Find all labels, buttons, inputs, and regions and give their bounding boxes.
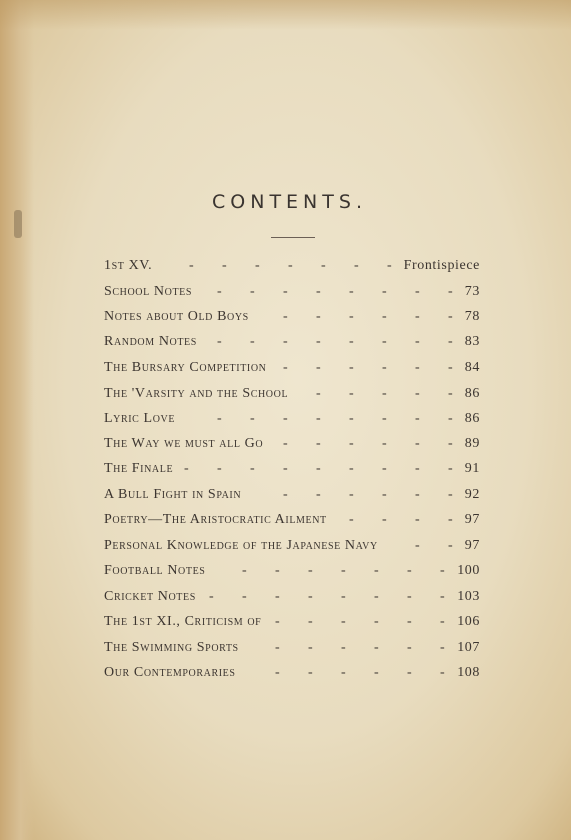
leader-dash: - — [316, 334, 322, 349]
contents-entry — [104, 512, 480, 532]
leader-dash: - — [283, 334, 289, 349]
entry-title: The Bursary Competition — [104, 360, 267, 375]
entry-title: Random Notes — [104, 334, 197, 349]
contents-entry — [104, 411, 480, 431]
entry-page: 103 — [457, 589, 480, 604]
contents-entry — [104, 614, 480, 634]
leader-dash: - — [382, 334, 388, 349]
leader-dash: - — [250, 284, 256, 299]
contents-entry — [104, 538, 480, 558]
leader-dash: - — [374, 614, 380, 629]
leader-dash: - — [341, 589, 347, 604]
leader-dash: - — [316, 411, 322, 426]
leader-dash: - — [349, 436, 355, 451]
leader-dash: - — [448, 284, 454, 299]
leader-dash: - — [382, 461, 388, 476]
entry-title: Lyric Love — [104, 411, 176, 426]
leader-dash: - — [415, 360, 421, 375]
leader-dash: - — [283, 360, 289, 375]
leader-dash: - — [407, 665, 413, 680]
leader-dash: - — [341, 563, 347, 578]
leader-dash: - — [316, 436, 322, 451]
leader-dash: - — [382, 512, 388, 527]
leader-dash: - — [288, 258, 294, 273]
contents-entry — [104, 284, 480, 304]
contents-title: CONTENTS. — [212, 191, 367, 213]
leader-dash: - — [407, 589, 413, 604]
entry-page: 108 — [457, 665, 480, 680]
leader-dash: - — [448, 360, 454, 375]
leader-dash: - — [415, 538, 421, 553]
entry-title: The Finale — [104, 461, 174, 476]
entry-page: 83 — [464, 334, 480, 349]
leader-dash: - — [316, 360, 322, 375]
contents-entry — [104, 258, 480, 278]
leader-dash: - — [283, 487, 289, 502]
entry-page: 97 — [464, 512, 480, 527]
leader-dash: - — [217, 411, 223, 426]
leader-dash: - — [242, 589, 248, 604]
leader-dash: - — [184, 461, 190, 476]
contents-entry — [104, 589, 480, 609]
leader-dash: - — [349, 512, 355, 527]
entry-page: 92 — [464, 487, 480, 502]
leader-dash: - — [316, 386, 322, 401]
entry-page: 100 — [457, 563, 480, 578]
leader-dash: - — [440, 640, 446, 655]
leader-dash: - — [189, 258, 195, 273]
entry-title: Personal Knowledge of the Japanese Navy — [104, 538, 378, 553]
leader-dash: - — [349, 360, 355, 375]
entry-title: The Way we must all Go — [104, 436, 264, 451]
leader-dash: - — [448, 512, 454, 527]
leader-dash: - — [374, 665, 380, 680]
leader-dash: - — [308, 614, 314, 629]
leader-dash: - — [407, 614, 413, 629]
entry-title: The 1st XI., Criticism of — [104, 614, 262, 629]
leader-dash: - — [283, 284, 289, 299]
entry-title: The 'Varsity and the School — [104, 386, 289, 401]
contents-entry — [104, 640, 480, 660]
leader-dash: - — [382, 360, 388, 375]
leader-dash: - — [242, 563, 248, 578]
leader-dash: - — [382, 411, 388, 426]
leader-dash: - — [407, 640, 413, 655]
entry-page: Frontispiece — [403, 258, 480, 273]
leader-dash: - — [349, 334, 355, 349]
leader-dash: - — [382, 284, 388, 299]
entry-page: 107 — [457, 640, 480, 655]
leader-dash: - — [341, 614, 347, 629]
contents-entry — [104, 487, 480, 507]
leader-dash: - — [448, 461, 454, 476]
leader-dash: - — [387, 258, 393, 273]
contents-entry — [104, 386, 480, 406]
leader-dash: - — [415, 309, 421, 324]
entry-page: 106 — [457, 614, 480, 629]
contents-entry — [104, 563, 480, 583]
entry-title: Cricket Notes — [104, 589, 196, 604]
leader-dash: - — [448, 538, 454, 553]
leader-dash: - — [308, 640, 314, 655]
leader-dash: - — [374, 640, 380, 655]
contents-entry — [104, 360, 480, 380]
entry-page: 89 — [464, 436, 480, 451]
leader-dash: - — [341, 640, 347, 655]
contents-entry — [104, 665, 480, 685]
entry-page: 97 — [464, 538, 480, 553]
leader-dash: - — [440, 614, 446, 629]
leader-dash: - — [407, 563, 413, 578]
leader-dash: - — [283, 436, 289, 451]
leader-dash: - — [316, 309, 322, 324]
leader-dash: - — [255, 258, 261, 273]
leader-dash: - — [448, 411, 454, 426]
contents-entry — [104, 436, 480, 456]
leader-dash: - — [440, 589, 446, 604]
leader-dash: - — [316, 487, 322, 502]
leader-dash: - — [415, 386, 421, 401]
contents-entry — [104, 334, 480, 354]
leader-dash: - — [275, 640, 281, 655]
contents-entry — [104, 309, 480, 329]
leader-dash: - — [250, 461, 256, 476]
entry-title: Notes about Old Boys — [104, 309, 249, 324]
leader-dash: - — [349, 411, 355, 426]
leader-dash: - — [222, 258, 228, 273]
leader-dash: - — [415, 512, 421, 527]
leader-dash: - — [217, 284, 223, 299]
leader-dash: - — [250, 334, 256, 349]
leader-dash: - — [341, 665, 347, 680]
leader-dash: - — [354, 258, 360, 273]
contents-entry — [104, 461, 480, 481]
leader-dash: - — [217, 461, 223, 476]
leader-dash: - — [448, 309, 454, 324]
entry-title: School Notes — [104, 284, 193, 299]
leader-dash: - — [440, 665, 446, 680]
leader-dash: - — [217, 334, 223, 349]
leader-dash: - — [382, 487, 388, 502]
leader-dash: - — [275, 589, 281, 604]
entry-title: 1st XV. — [104, 258, 153, 273]
leader-dash: - — [316, 461, 322, 476]
leader-dash: - — [308, 563, 314, 578]
leader-dash: - — [382, 436, 388, 451]
leader-dash: - — [275, 614, 281, 629]
leader-dash: - — [316, 284, 322, 299]
leader-dash: - — [382, 386, 388, 401]
leader-dash: - — [349, 487, 355, 502]
entry-page: 84 — [464, 360, 480, 375]
leader-dash: - — [349, 309, 355, 324]
leader-dash: - — [415, 411, 421, 426]
entry-title: Football Notes — [104, 563, 206, 578]
leader-dash: - — [415, 334, 421, 349]
leader-dash: - — [448, 436, 454, 451]
leader-dash: - — [448, 334, 454, 349]
leader-dash: - — [349, 386, 355, 401]
leader-dash: - — [448, 386, 454, 401]
leader-dash: - — [250, 411, 256, 426]
entry-page: 86 — [464, 386, 480, 401]
leader-dash: - — [349, 461, 355, 476]
leader-dash: - — [321, 258, 327, 273]
leader-dash: - — [415, 284, 421, 299]
leader-dash: - — [448, 487, 454, 502]
leader-dash: - — [283, 309, 289, 324]
leader-dash: - — [415, 436, 421, 451]
entry-title: The Swimming Sports — [104, 640, 239, 655]
entry-page: 73 — [464, 284, 480, 299]
entry-title: A Bull Fight in Spain — [104, 487, 242, 502]
leader-dash: - — [283, 411, 289, 426]
entry-page: 91 — [464, 461, 480, 476]
entry-title: Our Contemporaries — [104, 665, 236, 680]
leader-dash: - — [382, 309, 388, 324]
leader-dash: - — [374, 563, 380, 578]
leader-dash: - — [415, 461, 421, 476]
leader-dash: - — [275, 665, 281, 680]
leader-dash: - — [275, 563, 281, 578]
leader-dash: - — [415, 487, 421, 502]
entry-page: 78 — [464, 309, 480, 324]
leader-dash: - — [440, 563, 446, 578]
leader-dash: - — [209, 589, 215, 604]
leader-dash: - — [374, 589, 380, 604]
leader-dash: - — [283, 461, 289, 476]
entry-page: 86 — [464, 411, 480, 426]
entry-title: Poetry—The Aristocratic Ailment — [104, 512, 327, 527]
leader-dash: - — [308, 589, 314, 604]
leader-dash: - — [308, 665, 314, 680]
leader-dash: - — [349, 284, 355, 299]
